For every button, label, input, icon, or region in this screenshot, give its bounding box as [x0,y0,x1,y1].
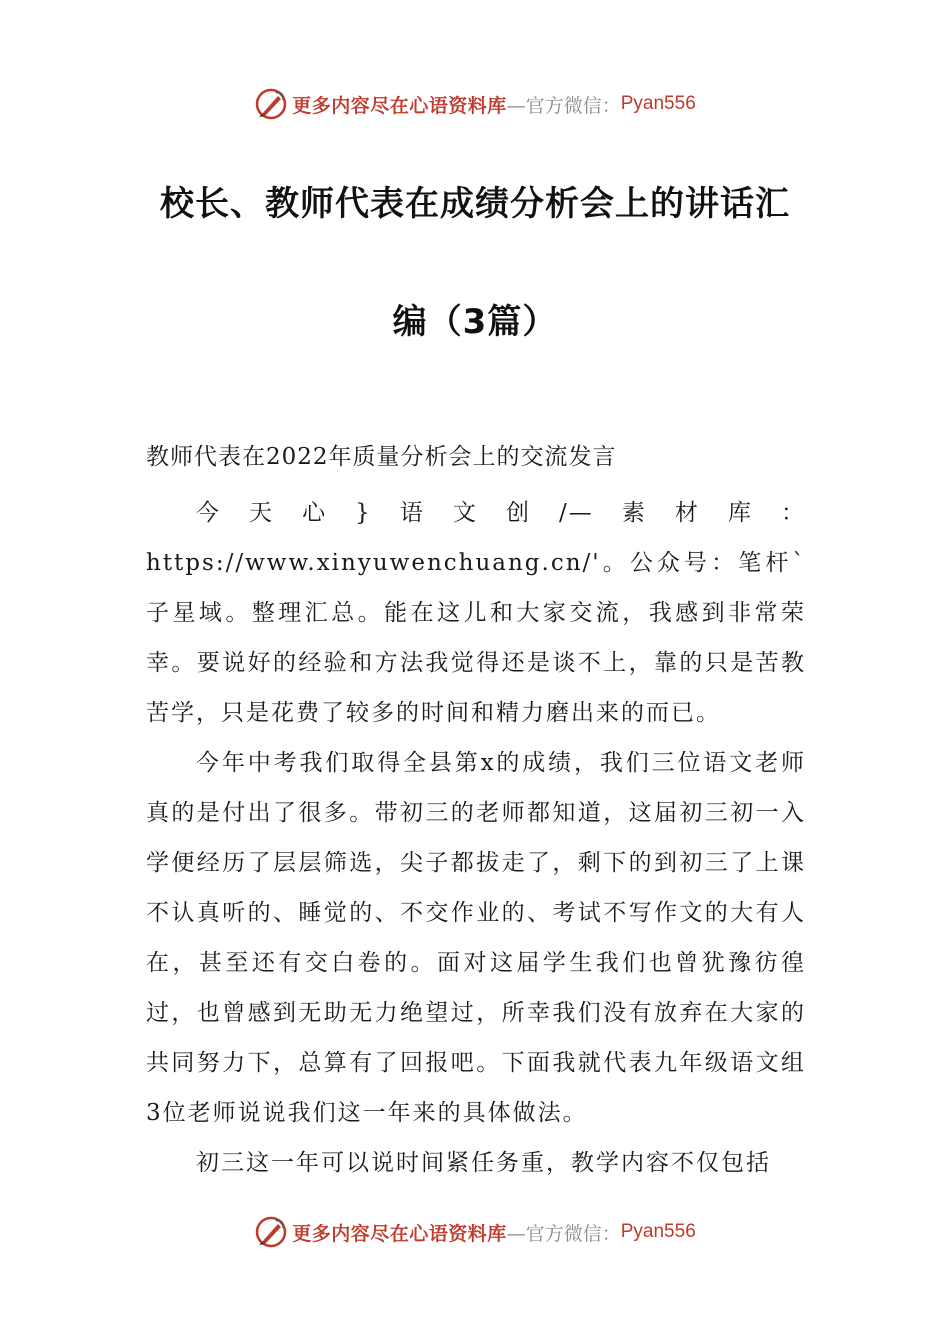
pen-logo-icon [254,87,288,121]
banner-separator: —官方微信： [506,94,621,117]
wechat-id: Pyan556 [620,93,696,114]
paragraph: 今年中考我们取得全县第x的成绩，我们三位语文老师真的是付出了很多。带初三的老师都知道，这届初三初一入学便经历了层层筛选，尖子都拔走了，剩下的到初三了上课不认真听的、睡觉的、不交作业的、考试不写作文的大有人在，甚至还有交白卷的。面对这届学生我们也曾犹豫彷徨过，也曾感到无助无力绝望过，所幸我们没有放弃在大家的共同努力下，总算有了回报吧。下面我就代表九年级语文组3位老师说说我们这一年来的具体做法。 [146,750,806,1126]
footer-banner [0,1212,950,1252]
paragraph: 初三这一年可以说时间紧任务重，教学内容不仅包括 [196,1150,771,1176]
paragraph: 今天心}语文创/—素材库：https://www.xinyuwenchuang.cn/'。公众号：笔杆`子星域。整理汇总。能在这儿和大家交流，我感到非常荣幸。要说好的经验和方法我觉得还是谈不上，靠的只是苦教苦学，只是花费了较多的时间和精力磨出来的而已。 [146,500,806,726]
banner-text: 更多内容尽在心语资料库 [292,94,507,117]
pen-logo-icon [254,1215,288,1249]
banner-separator: —官方微信： [506,1222,621,1245]
header-banner [0,84,950,124]
document-title-line2: 编（3篇） [392,302,558,342]
section-subtitle: 教师代表在2022年质量分析会上的交流发言 [146,444,617,470]
document-title-line1: 校长、教师代表在成绩分析会上的讲话汇 [160,184,790,224]
banner-text: 更多内容尽在心语资料库 [292,1222,507,1245]
document-body [146,432,806,1188]
wechat-id: Pyan556 [620,1221,696,1242]
